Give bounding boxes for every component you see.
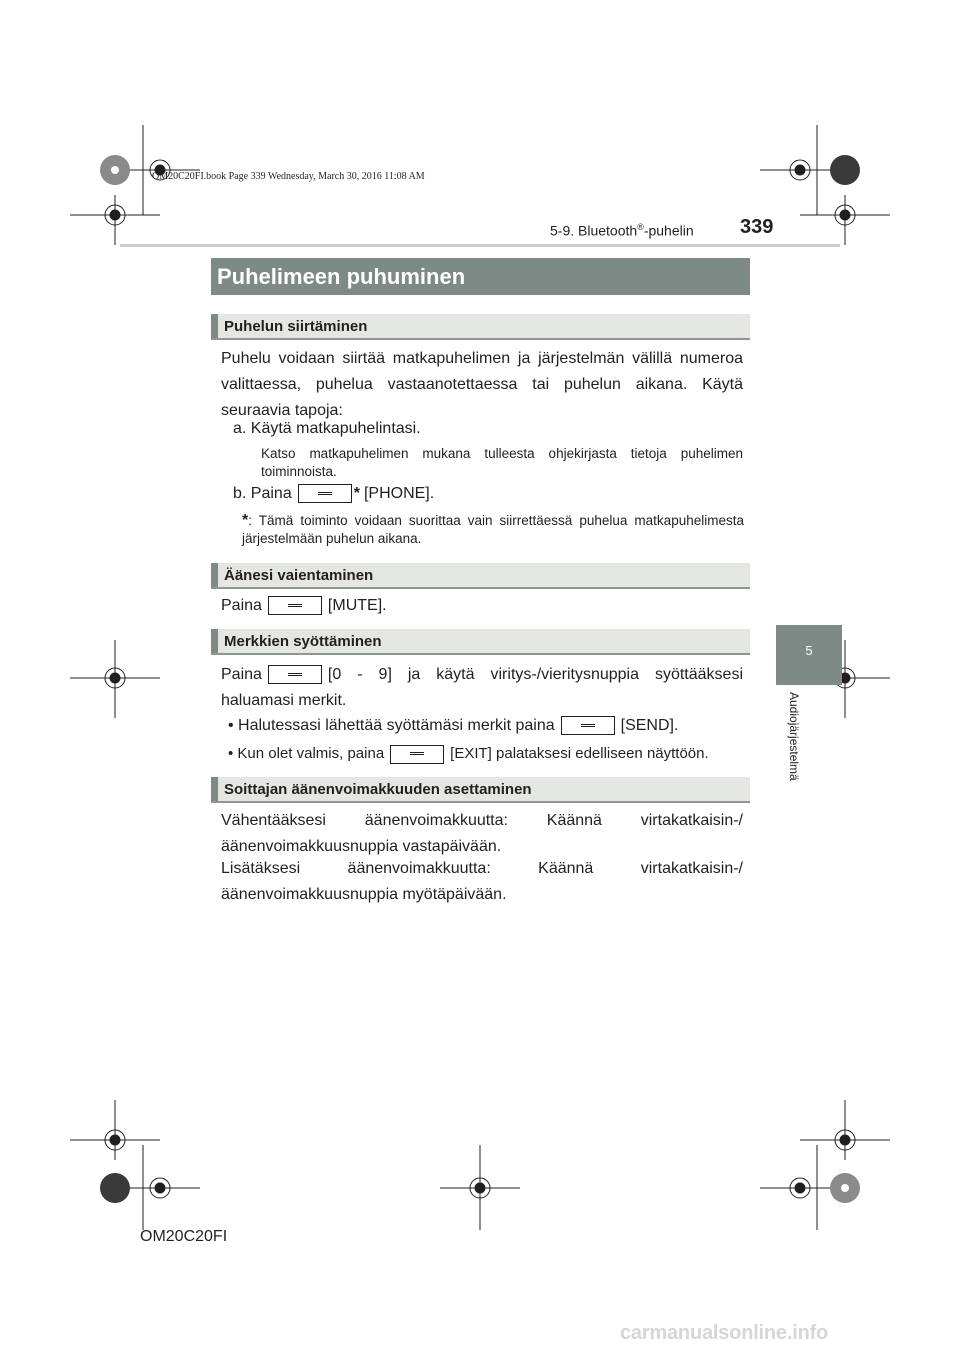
- footnote: *: Tämä toiminto voidaan suorittaa vain siirrettäessä puhelua matkapuhelimesta järjestelmään puhelun aikana.: [242, 512, 744, 546]
- section-heading-mute: Äänesi vaientaminen: [211, 563, 750, 589]
- characters-text: Paina [0 - 9] ja käytä viritys-/vieritysnuppia syöttääksesi haluamasi merkit.: [221, 666, 743, 709]
- crosshair-icon: [440, 1145, 520, 1230]
- crosshair-icon: [70, 640, 160, 718]
- bullet-send: • Halutessasi lähettää syöttämäsi merkit paina [SEND].: [228, 717, 679, 734]
- page-title: Puhelimeen puhuminen: [211, 258, 750, 295]
- starburst-icon: [830, 155, 860, 185]
- crosshair-icon: [760, 1145, 835, 1230]
- item-a: a. Käytä matkapuhelintasi.: [233, 420, 421, 437]
- send-key-icon: [561, 716, 615, 735]
- chapter-label: Audiojärjestelmä: [787, 692, 801, 781]
- crosshair-icon: [760, 125, 835, 215]
- section-reference: 5-9. Bluetooth®-puhelin: [550, 222, 694, 239]
- crosshair-icon: [800, 195, 890, 245]
- exit-key-icon: [390, 745, 444, 764]
- section-heading-transfer: Puhelun siirtäminen: [211, 314, 750, 340]
- starburst-icon: [830, 1173, 860, 1203]
- crosshair-icon: [70, 1100, 160, 1160]
- phone-key-icon: [298, 484, 352, 503]
- page-number: 339: [740, 216, 774, 238]
- item-a-note: Katso matkapuhelimen mukana tulleesta ohjekirjasta tietoja puhelimen toiminnoista.: [261, 446, 743, 479]
- digits-key-icon: [268, 665, 322, 684]
- crosshair-icon: [125, 125, 200, 215]
- footer-code: OM20C20FI: [140, 1228, 228, 1245]
- transfer-intro: Puhelu voidaan siirtää matkapuhelimen ja järjestelmän välillä numeroa valittaessa, puhelua vastaanotettaessa tai puhelun aikana. Käytä seuraavia tapoja:: [221, 350, 743, 419]
- watermark: carmanualsonline.info: [620, 1322, 829, 1344]
- book-info-line: OM20C20FI.book Page 339 Wednesday, March 30, 2016 11:08 AM: [152, 171, 425, 182]
- chapter-tab: 5: [776, 625, 842, 685]
- mute-text: Paina [MUTE].: [221, 597, 387, 614]
- crosshair-icon: [125, 1145, 200, 1230]
- section-heading-characters: Merkkien syöttäminen: [211, 629, 750, 655]
- bullet-exit: • Kun olet valmis, paina [EXIT] palataksesi edelliseen näyttöön.: [228, 745, 709, 762]
- starburst-icon: [100, 1173, 130, 1203]
- item-b: b. Paina * [PHONE].: [233, 485, 435, 502]
- mute-key-icon: [268, 596, 322, 615]
- section-heading-volume: Soittajan äänenvoimakkuuden asettaminen: [211, 777, 750, 803]
- header-rule: [120, 244, 840, 247]
- volume-increase: Lisätäksesi äänenvoimakkuutta: Käännä virtakatkaisin-/äänenvoimakkuusnuppia myötäpäivään.: [221, 860, 743, 903]
- volume-decrease: Vähentääksesi äänenvoimakkuutta: Käännä virtakatkaisin-/äänenvoimakkuusnuppia vastapäivään.: [221, 812, 743, 855]
- crosshair-icon: [800, 1100, 890, 1160]
- crosshair-icon: [70, 195, 160, 245]
- starburst-icon: [100, 155, 130, 185]
